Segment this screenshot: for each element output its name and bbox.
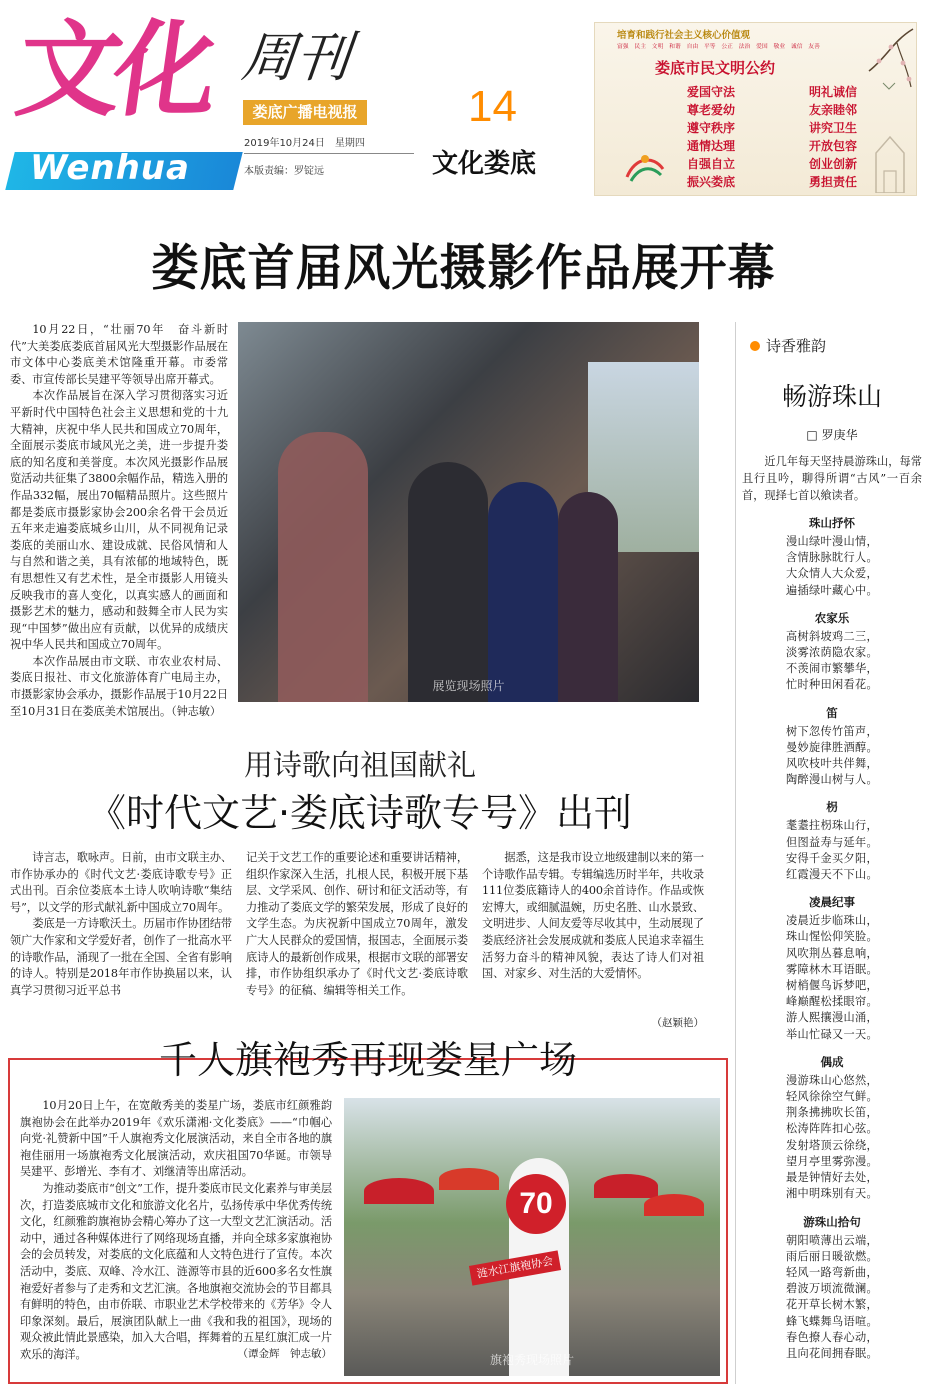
ad-logo-icon [623,149,667,189]
poem-line: 蜂飞蝶舞鸟语喧。 [786,1314,878,1328]
ad-row [687,137,857,155]
poem-line: 树梢偃鸟诉梦吧， [786,979,878,993]
poem-line: 湘中明珠别有天。 [786,1187,878,1201]
article3-paragraph: 为推动娄底市“创文”工作，提升娄底市民文化素养与审美层次，打造娄底城市文化和旅游文化名片，弘扬传承中华优秀传统文化，红颜雅韵旗袍协会精心筹办了这一大型文艺汇演活动。活动中，通过各种媒体进行了网络现场直播，并向全球多家旗袍协会的会员转发，对娄底的文化底蕴和人文特色进行了宣传。本次活动中，娄底、双峰、冷水江、涟源等市县的近600多名女性旗袍爱好者参与了走秀和文艺汇演。各地旗袍交流协会的节目都具有鲜明的特色，由市侨联、市职业艺术学校带来的《芳华》令人印象深刻。最后，展演团队献上一曲《我和我的祖国》，现场的观众被此情此景感染，加入大合唱，挥舞着的五星红旗汇成一片欢乐的海洋。 [20,1181,332,1361]
column-label-text: 诗香雅韵 [766,337,827,355]
poem-line: 风吹枝叶共伴舞， [786,757,878,771]
poem [742,515,922,599]
ad-row-left: 尊老爱幼 [687,103,736,117]
poem-line: 风吹荆丛暮息响， [786,946,878,960]
article2-byline: （赵颖艳） [651,1017,704,1029]
column-label [750,335,922,356]
ad-slogan: 培育和践行社会主义核心价值观 [617,30,751,41]
article2-col3 [482,850,704,983]
article3-headline: 千人旗袍秀再现娄星广场 [158,1038,577,1082]
poem-title: 笛 [826,707,838,720]
poem-title: 凌晨纪事 [809,897,855,910]
masthead-publisher: 娄底广播电视报 [243,100,367,125]
poem-line: 红霞漫天不下山。 [786,868,878,882]
poetry-column [742,335,922,1362]
photo-caption-placeholder: 旗袍秀现场照片 [489,1353,574,1367]
poem-line: 淡雾浓荫隐农家。 [786,646,878,660]
poem-title: 农家乐 [814,612,850,625]
poem [742,1214,922,1363]
poem-line: 漫山绿叶漫山情， [786,535,878,548]
poem-line: 轻风徐徐空气鲜。 [786,1090,878,1104]
photo-umbrella [439,1168,499,1190]
article2-paragraph: 诗言志，歌咏声。日前，由市文联主办、市作协承办的《时代文艺·娄底诗歌专号》正式出刊。百余位娄底本土诗人吹响诗歌“集结号”，以文学的形式献礼新中国成立70周年。 [10,851,232,914]
ad-row [687,173,857,191]
masthead-title: 文化 [9,9,219,131]
ad-row-right: 勇担责任 [808,175,857,189]
masthead-date: 2019年10月24日 星期四 [244,138,365,149]
article2-headline: 《时代文艺·娄底诗歌专号》出刊 [87,791,633,835]
poem-series-title: 畅游珠山 [781,382,882,411]
article3-byline: （谭金辉 钟志敏） [237,1348,332,1360]
ad-values: 富强 民主 文明 和谐 自由 平等 公正 法治 爱国 敬业 诚信 友善 [617,44,820,50]
article2-paragraph: 娄底是一方诗歌沃土。历届市作协团结带领广大作家和文学爱好者，创作了一批高水平的诗歌作品，涌现了一批在全国、全省有影响的诗人。特别是2018年市作协换届以来，认真学习贯彻习近平总书 [10,917,232,997]
article2-col1 [10,850,232,999]
ad-row [687,83,857,101]
ad-row-left: 自强自立 [687,157,736,171]
poem-line: 雾障林木耳语眠。 [786,962,878,976]
poem-line: 珠山惺忪仰笑脸。 [786,930,878,944]
photo-figure [408,462,488,702]
poetry-divider [735,322,736,1384]
ad-row-right: 开放包容 [808,139,857,153]
poem-line: 举山忙碌又一天。 [786,1027,878,1041]
ad-row-left: 通情达理 [687,139,736,153]
poem-line: 花开草长树木繁， [786,1298,878,1312]
article1-paragraph: 本次作品展由市文联、市农业农村局、娄底日报社、市文化旅游体育广电局主办，市摄影家协会承办，摄影作品展于10月22日至10月31日在娄底美术馆展出。（钟志敏） [10,654,228,718]
masthead-latin: Wenhua [30,148,190,188]
poem-line: 曼妙旋律胜酒醇。 [786,740,878,754]
poem-line: 安得千金买夕阳， [786,851,878,865]
ad-row-right: 明礼诚信 [808,85,857,99]
masthead-weekly: 周刊 [238,26,354,89]
photo-caption-placeholder: 展览现场照片 [432,679,505,693]
ad-row [687,119,857,137]
photo-figure [558,492,618,702]
article2-kicker: 用诗歌向祖国献礼 [243,748,476,782]
article1-body [10,322,228,720]
article1-paragraph: 10月22日，“壮丽70年 奋斗新时代”大美娄底娄底首届风光大型摄影作品展在市文体中心娄底美术馆隆重开幕。市委常委、市宣传部长吴建平等领导出席开幕式。 [10,323,228,386]
ad-building-decor [870,123,910,193]
masthead-rule [244,153,414,154]
ad-row-right: 创业创新 [808,157,857,171]
poem-line: 游人熙攘漫山涌， [786,1011,878,1025]
poem-line: 耄耋拄枴珠山行， [786,819,878,833]
ad-row-left: 遵守秩序 [687,121,736,135]
ad-row-left: 振兴娄底 [687,175,736,189]
photo-figure [488,482,558,702]
ad-title: 娄底市民文明公约 [655,59,776,77]
poem-line: 最是钟情好去处， [786,1171,878,1185]
ad-row-left: 爱国守法 [687,85,736,99]
ad-row [687,155,857,173]
article1-paragraph: 本次作品展旨在深入学习贯彻落实习近平新时代中国特色社会主义思想和党的十九大精神，庆祝中华人民共和国成立70周年，全面展示娄底市域风光之美，进一步提升娄底的知名度和美誉度。本次风光摄影作品展览活动共征集了3800余幅作品，精选入册的作品332幅，展出70幅精品照片。这些照片都是娄底市摄影家协会200余名骨干会员近五年来走遍娄底城乡山川，从不同视角记录娄底的美丽山水、建设成就、民俗风情和人与自然和谐之美，具有浓郁的地域特色，既有思想性又有艺术性，是全市摄影人用镜头反映我市的喜人变化，以真实感人的画面和摄影艺术的魅力，感动和鼓舞全市人民为实现“中国梦”做出应有贡献，以优异的成绩庆祝中华人民共和国成立70周年。 [10,389,228,652]
poem [742,799,922,883]
poem-line: 松涛阵阵扣心弦。 [786,1122,878,1136]
article3-body [20,1098,332,1364]
ad-branch-decor [863,27,915,101]
poem-line: 凌晨近步临珠山， [786,914,878,928]
poem-line: 漫游珠山心悠然， [786,1073,878,1087]
qipao-photo [344,1098,720,1376]
poem-line: 荆条拂拂吹长笛， [786,1106,878,1120]
masthead-editor: 本版责编：罗锭远 [244,166,324,177]
page-number: 14 [468,82,517,131]
photo-umbrella [364,1178,434,1204]
poem-line: 忙时种田闲看花。 [786,678,878,692]
ad-row-right: 友亲睦邻 [808,103,857,117]
poem-line: 高树斜坡鸡二三， [786,629,878,643]
orange-dot-icon [750,341,760,351]
poem-line: 大众情人大众爱， [786,567,878,581]
poem [742,1054,922,1203]
poem-title: 枴 [826,802,838,815]
photo-figure [278,432,368,702]
poem-line: 但图益寿与延年。 [786,835,878,849]
poem-line: 碧波万顷流微澜。 [786,1282,878,1296]
photo-umbrella [594,1174,658,1198]
photo-umbrella [644,1194,704,1216]
article3-paragraph: 10月20日上午，在宽敞秀美的娄星广场，娄底市红颜雅韵旗袍协会在此举办2019年《欢乐潇湘·文化娄底》——“巾帼心向党·礼赞新中国”千人旗袍秀文化展演活动，来自全市各地的旗袍佳丽用一场旗袍秀文化展演活动，欢庆祖国70华诞。市领导吴建平、彭增光、李有才、刘继清等出席活动。 [20,1099,332,1179]
poem-intro: 近几年每天坚持晨游珠山，每常且行且吟，聊得所谓“古风”一百余首，现择七首以飨读者。 [742,455,922,502]
poem-author: □ 罗庚华 [806,428,858,442]
poem-line: 春色撩人春心动， [786,1330,878,1344]
poem [742,894,922,1043]
photo-sash: 涟水江旗袍协会 [469,1250,561,1285]
poem-title: 珠山抒怀 [809,518,855,530]
article1-headline: 娄底首届风光摄影作品展开幕 [151,239,776,298]
poem [742,705,922,789]
poem-line: 陶醉漫山树与人。 [786,773,878,787]
poem-line: 轻风一路弯新曲， [786,1265,878,1279]
poem-line: 遍插绿叶藏心中。 [786,583,878,597]
poem-line: 不羡闹市繁攀华， [786,662,878,676]
poem-title: 游珠山拾句 [803,1216,861,1229]
poem-line: 望月亭里雾弥漫。 [786,1154,878,1168]
ad-rows [687,83,857,191]
poem-line: 发射塔顶云徐绕， [786,1138,878,1152]
poem-line: 且向花间拥春眠。 [786,1346,878,1360]
poem-line: 雨后丽日暖欲燃。 [786,1249,878,1263]
poem-title: 偶成 [820,1056,844,1069]
article2-paragraph: 据悉，这是我市设立地级建制以来的第一个诗歌作品专辑。专辑编选历时半年，共收录111位娄底籍诗人的400余首诗作。作品或恢宏博大，或细腻温婉，历史名胜、山水景致、文明进步、人间友爱等尽收其中，生动展现了娄底经济社会发展成就和娄底人民追求幸福生活努力奋斗的精神风貌，表达了诗人们对祖国、对家乡、对生活的大爱情怀。 [482,851,704,981]
section-name: 文化娄底 [432,149,537,179]
civic-ad [594,22,917,196]
poem-line: 树下忽传竹笛声， [786,724,878,738]
masthead [0,0,590,205]
poem-line: 含情脉脉眈行人。 [786,551,878,565]
poem-line: 峰巅醒松揉眼帘。 [786,995,878,1009]
poem-line: 朝阳喷薄出云端， [786,1233,878,1247]
exhibition-photo [238,322,699,702]
ad-row [687,101,857,119]
article2-paragraph: 记关于文艺工作的重要论述和重要讲话精神，组织作家深入生活，扎根人民，积极开展下基层、文学采风、创作、研讨和征文活动等，有力推动了娄底文学的繁荣发展，形成了良好的文学生态。为庆祝新中国成立70周年，激发广大人民群众的爱国情，报国志，全面展示娄底诗人的最新创作成果，根据市文联的部署安排，市作协组织承办了《时代文艺·娄底诗歌专号》的征稿、编辑等相关工作。 [246,851,468,997]
poem [742,610,922,694]
article2-col2 [246,850,468,999]
photo-70-badge: 70 [506,1174,566,1234]
ad-row-right: 讲究卫生 [808,121,857,135]
